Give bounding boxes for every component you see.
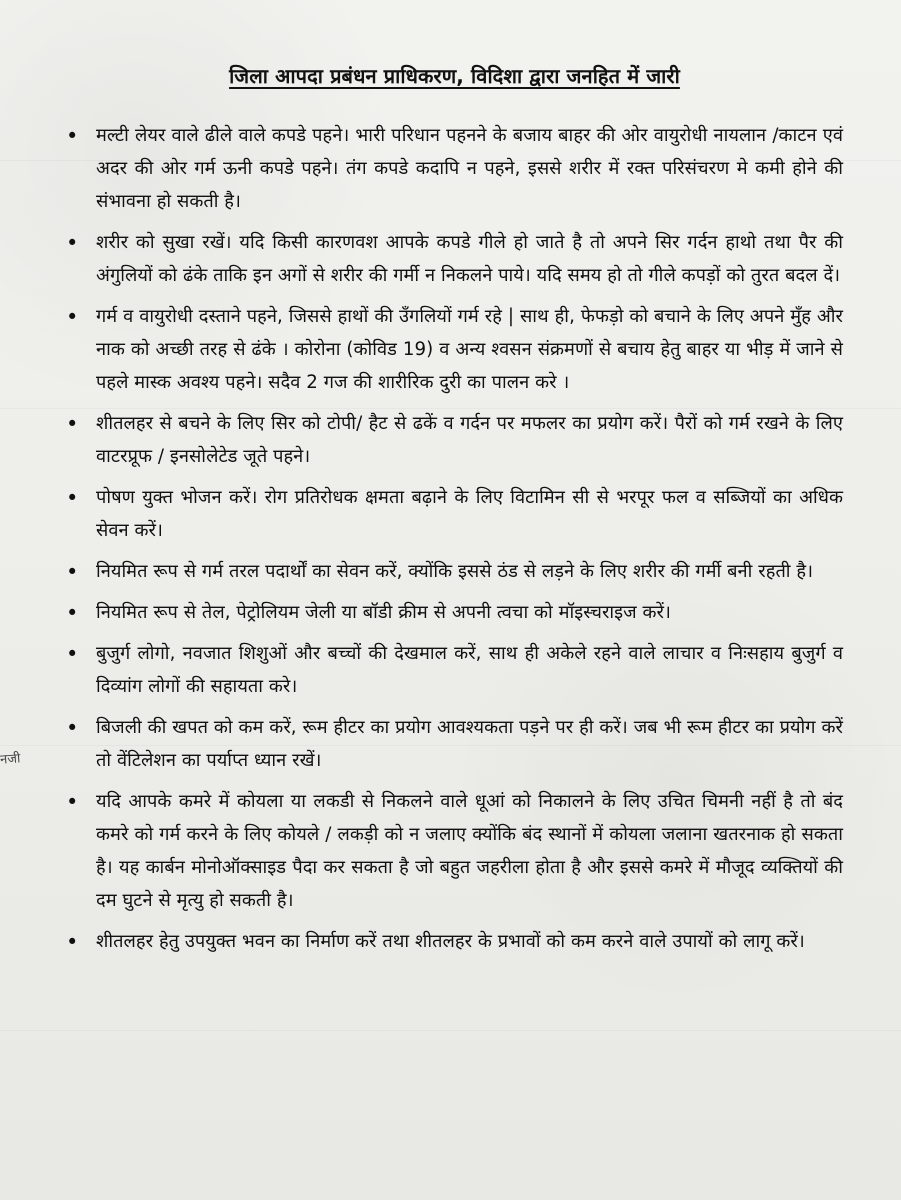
list-item-text: शीतलहर हेतु उपयुक्त भवन का निर्माण करें तथा शीतलहर के प्रभावों को कम करने वाले उपायों को लागू करें। — [96, 931, 805, 952]
margin-note: नजी — [0, 751, 21, 768]
list-item — [66, 785, 843, 917]
list-item — [66, 925, 843, 958]
bullet-icon: • — [66, 124, 79, 148]
list-item — [66, 555, 843, 588]
list-item — [66, 596, 843, 629]
list-item — [66, 711, 843, 777]
list-item-text: नियमित रूप से तेल, पेट्रोलियम जेली या बॉडी क्रीम से अपनी त्वचा को मॉइस्चराइज करें। — [96, 602, 671, 623]
bullet-icon: • — [66, 930, 79, 954]
bullet-icon: • — [66, 412, 79, 436]
list-item-text: नियमित रूप से गर्म तरल पदार्थों का सेवन करें, क्योंकि इससे ठंड से लड़ने के लिए शरीर की गर्मी बनी रहती है। — [96, 561, 814, 582]
list-item-text: यदि आपके कमरे में कोयला या लकडी से निकलने वाले धूआं को निकालने के लिए उचित चिमनी नहीं है तो बंद कमरे को गर्म करने के लिए कोयले / लकड़ी को न जलाए क्योंकि बंद स्थानों में कोयला जलाना खतरनाक हो सकता है। यह कार्बन मोनोऑक्साइड पैदा कर सकता है जो बहुत जहरीला होता है और इससे कमरे में मौजूद व्यक्तियों की दम घुटने से मृत्यु हो सकती है। — [96, 791, 843, 911]
bullet-icon: • — [66, 716, 79, 740]
list-item-text: गर्म व वायुरोधी दस्ताने पहने, जिससे हाथों की उँगलियों गर्म रहे | साथ ही, फेफड़ो को बचाने के लिए अपने मुँह और नाक को अच्छी तरह से ढंके । कोरोना (कोविड 19) व अन्य श्वसन संक्रमणों से बचाय हेतु बाहर या भीड़ में जाने से पहले मास्क अवश्य पहने। सदैव 2 गज की शारीरिक दुरी का पालन करे । — [96, 306, 843, 393]
list-item-text: शरीर को सुखा रखें। यदि किसी कारणवश आपके कपडे गीले हो जाते है तो अपने सिर गर्दन हाथो तथा पैर की अंगुलियों को ढंके ताकि इन अगों से शरीर की गर्मी न निकलने पाये। यदि समय हो तो गीले कपड़ों को तुरत बदल दें। — [96, 232, 843, 286]
list-item — [66, 226, 843, 292]
bullet-icon: • — [66, 231, 79, 255]
list-item — [66, 119, 843, 218]
bullet-icon: • — [66, 486, 79, 510]
list-item-text: पोषण युक्त भोजन करें। रोग प्रतिरोधक क्षमता बढ़ाने के लिए विटामिन सी से भरपूर फल व सब्जियों का अधिक सेवन करें। — [96, 487, 843, 541]
advisory-list — [66, 119, 843, 958]
list-item-text: बुजुर्ग लोगो, नवजात शिशुओं और बच्चों की देखमाल करें, साथ ही अकेले रहने वाले लाचार व निःसहाय बुजुर्ग व दिव्यांग लोगों की सहायता करे। — [96, 643, 843, 697]
bullet-icon: • — [66, 560, 79, 584]
list-item — [66, 300, 843, 399]
scan-line — [0, 1030, 901, 1031]
list-item — [66, 637, 843, 703]
list-item-text: मल्टी लेयर वाले ढीले वाले कपडे पहने। भारी परिधान पहनने के बजाय बाहर की ओर वायुरोधी नायलान /काटन एवं अदर की ओर गर्म ऊनी कपडे पहने। तंग कपडे कदापि न पहने, इससे शरीर में रक्त परिसंचरण मे कमी होने की संभावना हो सकती है। — [96, 125, 843, 212]
bullet-icon: • — [66, 790, 79, 814]
list-item-text: बिजली की खपत को कम करें, रूम हीटर का प्रयोग आवश्यकता पड़ने पर ही करें। जब भी रूम हीटर का प्रयोग करें तो वेंटिलेशन का पर्याप्त ध्यान रखें। — [96, 717, 843, 771]
bullet-icon: • — [66, 601, 79, 625]
document-title: जिला आपदा प्रबंधन प्राधिकरण, विदिशा द्वारा जनहित में जारी — [229, 64, 680, 88]
bullet-icon: • — [66, 642, 79, 666]
list-item-text: शीतलहर से बचने के लिए सिर को टोपी/ हैट से ढकें व गर्दन पर मफलर का प्रयोग करें। पैरों को गर्म रखने के लिए वाटरप्रूफ / इनसोलेटेड जूते पहने। — [96, 413, 843, 467]
list-item — [66, 481, 843, 547]
bullet-icon: • — [66, 305, 79, 329]
list-item — [66, 407, 843, 473]
